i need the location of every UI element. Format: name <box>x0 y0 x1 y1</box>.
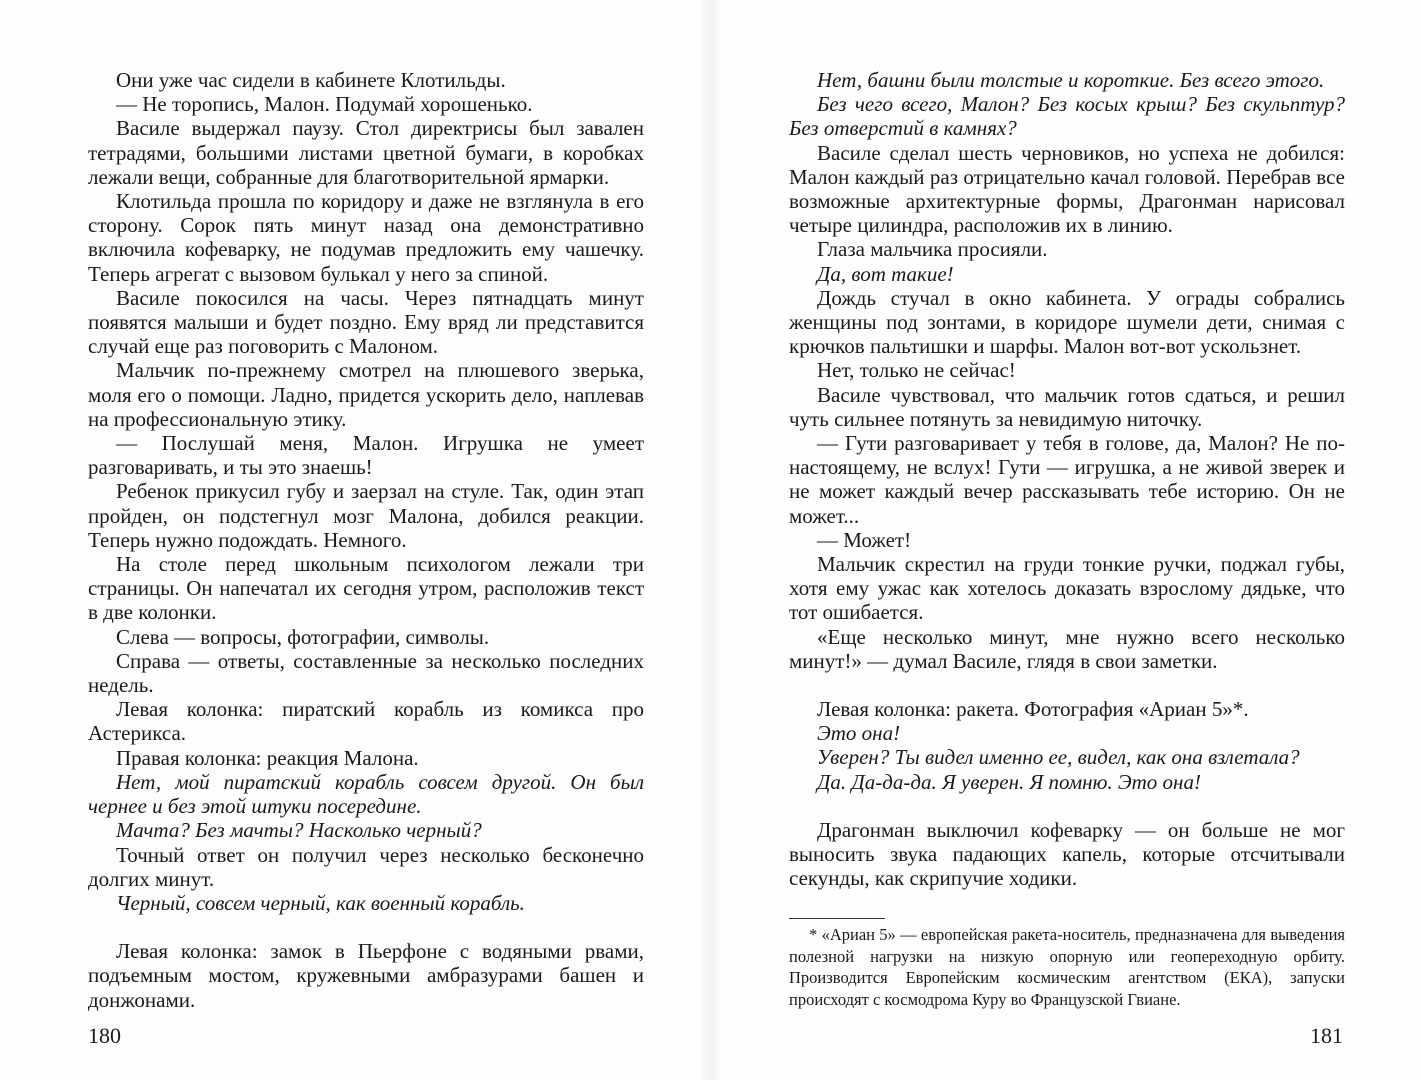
paragraph: Василе покосился на часы. Через пятнадцать минут появятся малыши и будет поздно. Ему вряд ли представится случай еще раз поговорить с Малоном. <box>88 285 644 359</box>
paragraph-gap <box>789 794 1345 818</box>
paragraph-gap <box>88 915 644 939</box>
left-page <box>0 0 710 1080</box>
paragraph: Уверен? Ты видел именно ее, видел, как она взлетала? <box>817 745 1300 770</box>
footnote <box>789 924 1345 1010</box>
paragraph: Мальчик скрестил на груди тонкие ручки, поджал губы, хотя ему ужас как хотелось доказать взрослому дядьке, что тот ошибается. <box>789 552 1345 625</box>
paragraph: Нет, мой пиратский корабль совсем другой. Он был чернее и без этой штуки посередине. <box>88 769 644 819</box>
paragraph: Справа — ответы, составленные за несколько последних недель. <box>88 648 644 698</box>
book-gutter <box>700 0 722 1080</box>
paragraph: «Еще несколько минут, мне нужно всего несколько минут!» — думал Василе, глядя в свои заметки. <box>789 624 1345 673</box>
paragraph: Левая колонка: ракета. Фотография «Ариан 5»*. <box>817 697 1249 722</box>
paragraph: — Может! <box>817 527 912 552</box>
paragraph: — Послушай меня, Малон. Игрушка не умеет разговаривать, и ты это знаешь! <box>88 431 644 480</box>
paragraph: Черный, совсем черный, как военный корабль. <box>116 890 525 915</box>
paragraph: Василе чувствовал, что мальчик готов сдаться, и решил чуть сильнее потянуть за невидимую ниточку. <box>789 382 1345 431</box>
right-page-number: 181 <box>1310 1023 1343 1048</box>
paragraph: Слева — вопросы, фотографии, символы. <box>116 624 490 649</box>
paragraph: — Гути разговаривает у тебя в голове, да, Малон? Не по-настоящему, не вслух! Гути — игрушка, а не живой зверек и не может каждый вечер рассказывать тебе историю. Он не может... <box>789 431 1345 528</box>
left-page-number: 180 <box>88 1023 121 1048</box>
paragraph: Василе выдержал паузу. Стол директрисы был завален тетрадями, большими листами цветной бумаги, в коробках лежали вещи, собранные для благотворительной ярмарки. <box>88 116 644 189</box>
paragraph: Нет, только не сейчас! <box>817 358 1016 383</box>
paragraph: Да. Да-да-да. Я уверен. Я помню. Это она! <box>817 769 1201 794</box>
paragraph: Нет, башни были толстые и короткие. Без всего этого. <box>817 68 1325 92</box>
paragraph: Без чего всего, Малон? Без косых крыш? Без скульптур? Без отверстий в камнях? <box>789 92 1345 141</box>
paragraph: Точный ответ он получил через несколько бесконечно долгих минут. <box>88 842 644 891</box>
paragraph: Да, вот такие! <box>817 261 954 286</box>
paragraph: Они уже час сидели в кабинете Клотильды. <box>116 68 506 92</box>
right-page-text <box>789 68 1345 891</box>
left-page-text <box>88 68 644 1012</box>
paragraph: Василе сделал шесть черновиков, но успеха не добился: Малон каждый раз отрицательно качал головой. Перебрав все возможные архитектурные формы, Драгонман нарисовал четыре цилиндра, расположив их в линию. <box>789 140 1345 238</box>
paragraph-gap <box>789 673 1345 697</box>
paragraph: Мачта? Без мачты? Насколько черный? <box>116 818 482 843</box>
paragraph: Это она! <box>817 721 901 746</box>
paragraph: Дождь стучал в окно кабинета. У ограды собрались женщины под зонтами, в коридоре шумели дети, снимая с крючков пальтишки и шарфы. Малон вот-вот ускользнет. <box>789 285 1345 359</box>
footnote-text: * «Ариан 5» — европейская ракета-носитель, предназначена для выведения полезной нагрузки на низкую опорную или геопереходную орбиту. Производится Европейским космическим агентством (ЕКА), запуски происходят с космодрома Куру во Французской Гвиане. <box>789 925 1345 1009</box>
paragraph: Клотильда прошла по коридору и даже не взглянула в его сторону. Сорок пять минут назад она демонстративно включила кофеварку, не подумав предложить ему чашечку. Теперь агрегат с вызовом булькал у него за спиной. <box>88 189 644 286</box>
paragraph: Левая колонка: пиратский корабль из комикса про Астерикса. <box>88 697 644 746</box>
paragraph: Мальчик по-прежнему смотрел на плюшевого зверька, моля его о помощи. Ладно, придется ускорить дело, наплевав на профессиональную этику. <box>88 358 644 431</box>
footnote-rule <box>789 918 885 919</box>
paragraph: Правая колонка: реакция Малона. <box>116 745 419 770</box>
paragraph: Драгонман выключил кофеварку — он больше не мог выносить звука падающих капель, которые отсчитывали секунды, как скрипучие ходики. <box>789 817 1345 891</box>
paragraph: Глаза мальчика просияли. <box>817 237 1048 262</box>
paragraph: Левая колонка: замок в Пьерфоне с водяными рвами, подъемным мостом, кружевными амбразурами башен и донжонами. <box>88 939 644 1012</box>
paragraph: Ребенок прикусил губу и заерзал на стуле. Так, один этап пройден, он подстегнул мозг Малона, добился реакции. Теперь нужно подождать. Немного. <box>88 479 644 552</box>
paragraph: — Не торопись, Малон. Подумай хорошенько. <box>116 92 533 117</box>
paragraph: На столе перед школьным психологом лежали три страницы. Он напечатал их сегодня утром, расположив текст в две колонки. <box>88 552 644 625</box>
right-page <box>710 0 1421 1080</box>
